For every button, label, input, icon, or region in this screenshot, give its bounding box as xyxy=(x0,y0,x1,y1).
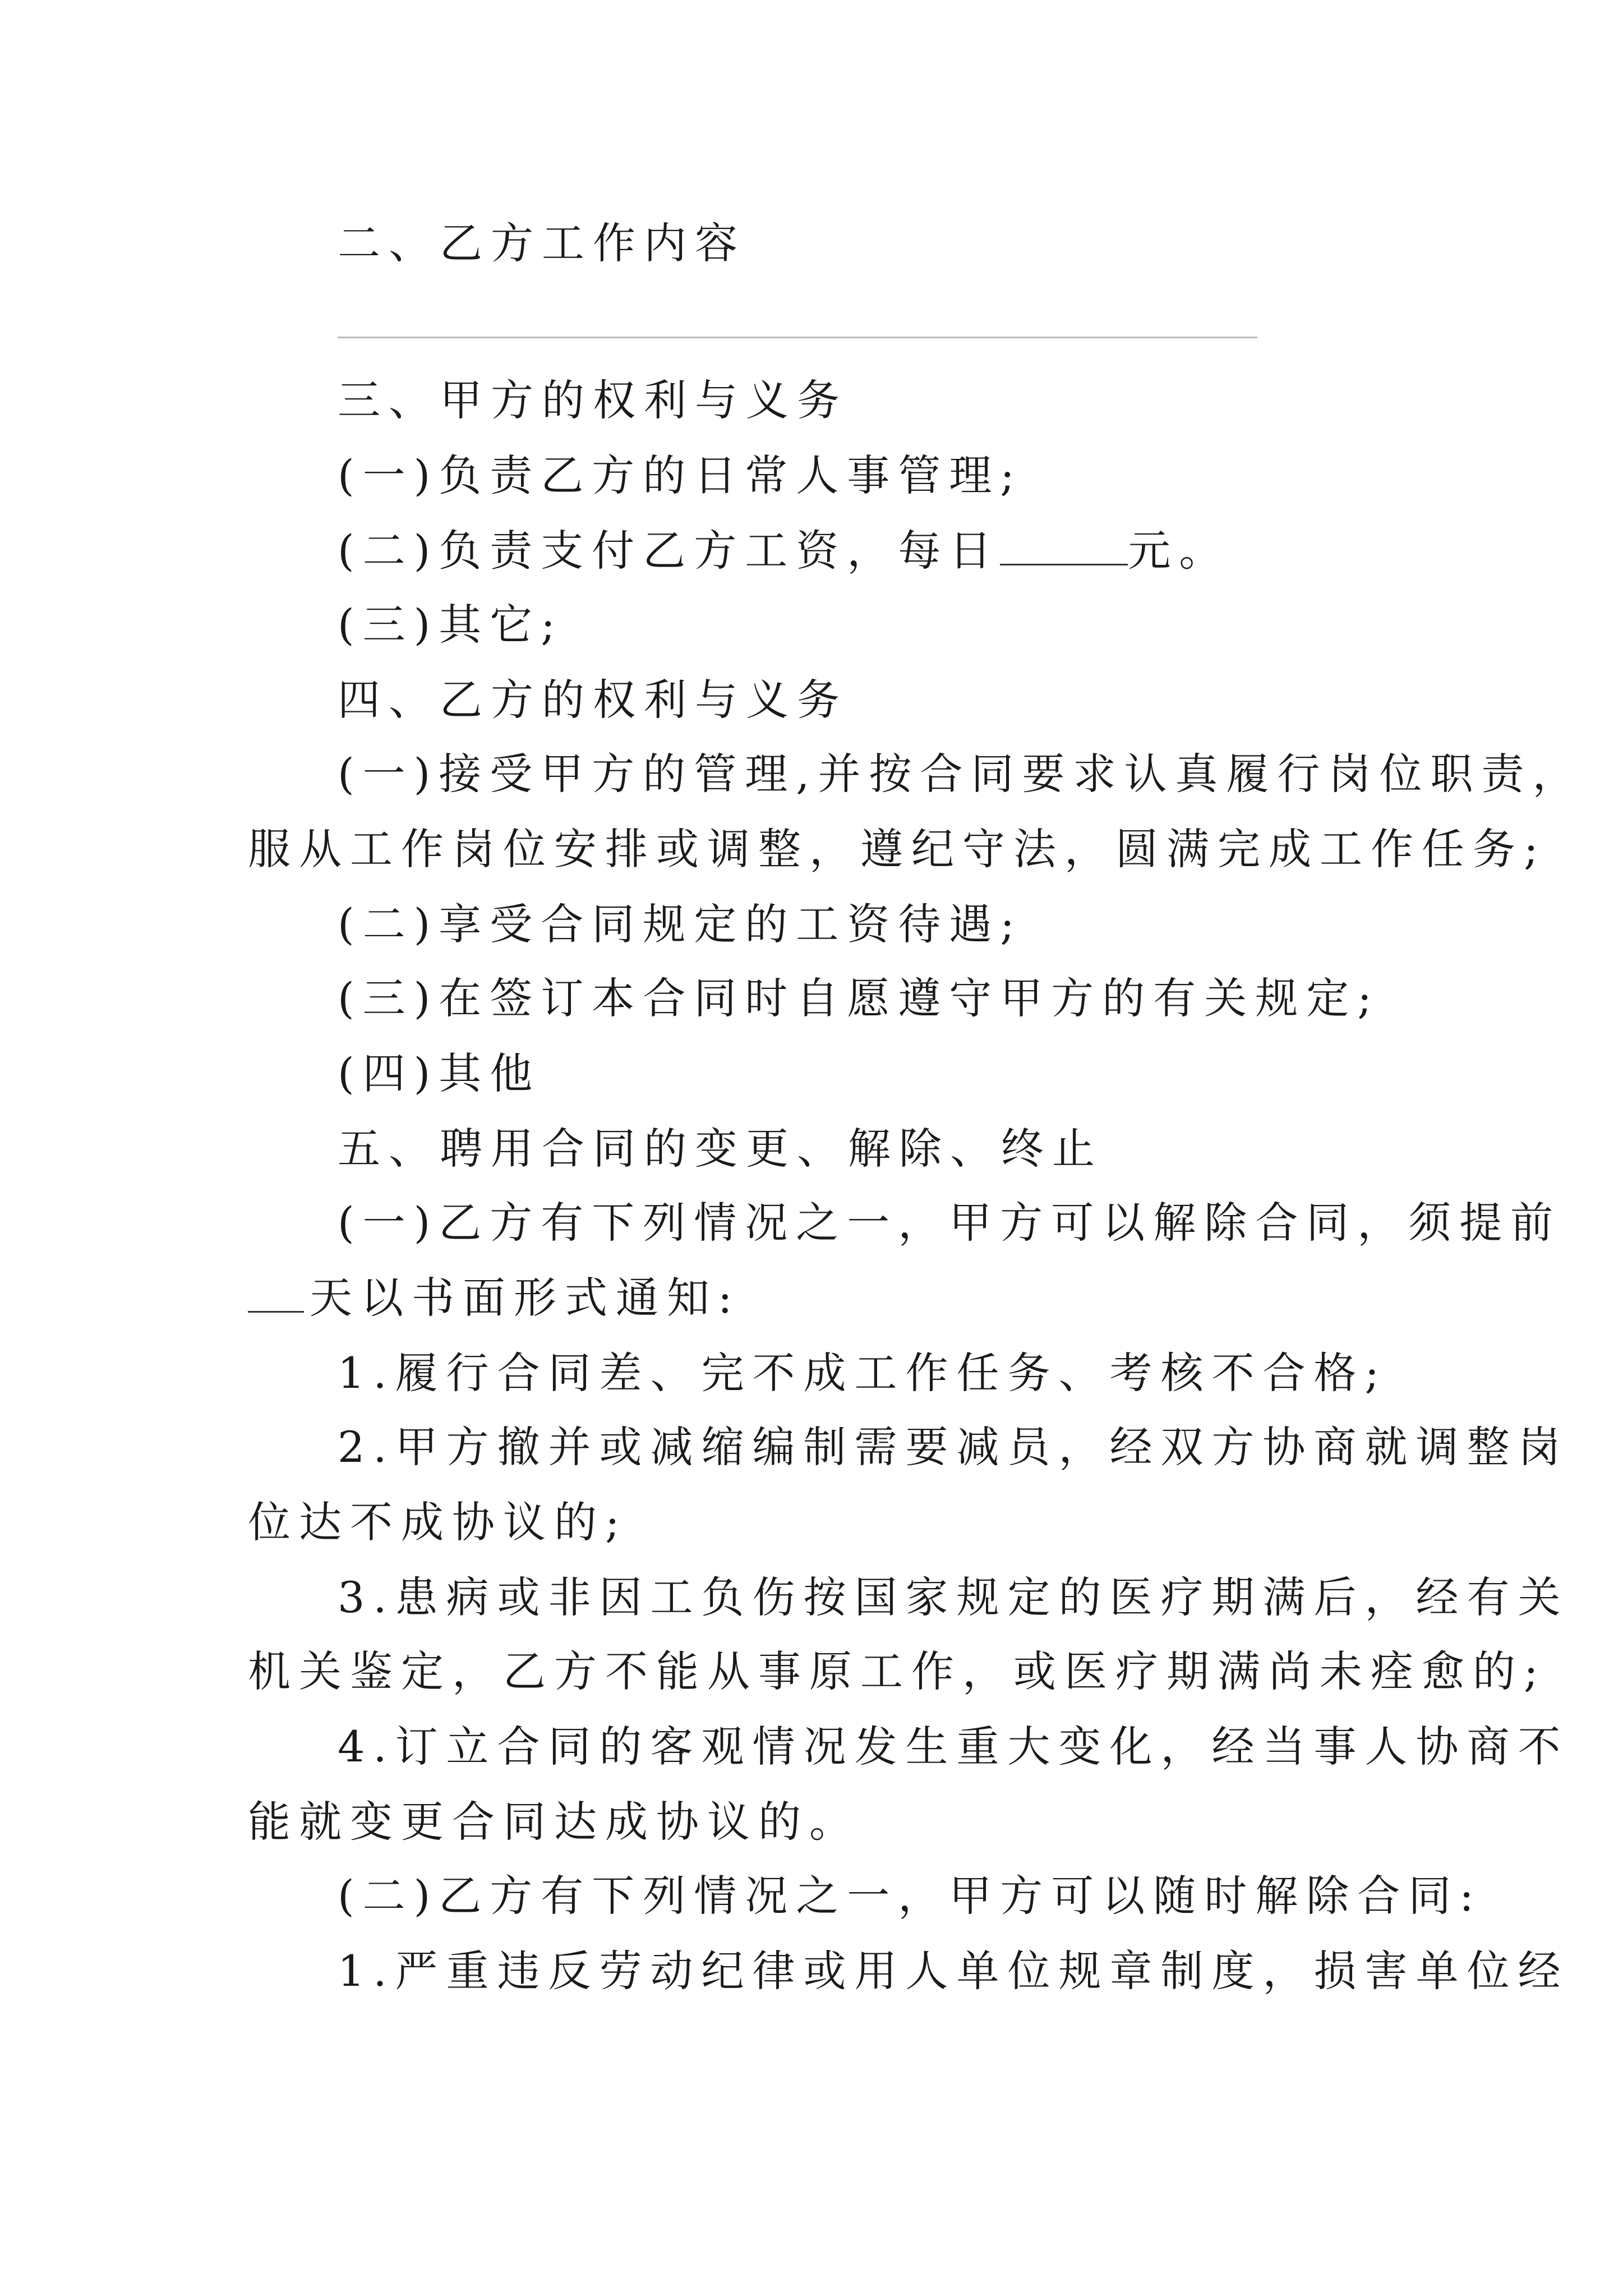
section-5-point-3-line-1: 3.患病或非因工负伤按国家规定的医疗期满后，经有关 xyxy=(338,1572,1569,1622)
section-4-heading: 四、乙方的权利与义务 xyxy=(338,675,848,725)
section-5-item-1-line-2 xyxy=(248,1270,741,1326)
section-2-heading: 二、乙方工作内容 xyxy=(338,218,746,268)
wage-blank xyxy=(1000,524,1128,565)
section-3-heading: 三、甲方的权利与义务 xyxy=(338,375,848,425)
section-5-point-2-line-2: 位达不成协议的; xyxy=(248,1497,628,1547)
section-5-point-1: 1.履行合同差、完不成工作任务、考核不合格; xyxy=(338,1348,1388,1398)
fill-in-line xyxy=(338,337,1257,338)
section-3-item-1: (一)负责乙方的日常人事管理; xyxy=(338,450,1023,500)
section-5-point-4-line-2: 能就变更合同达成协议的。 xyxy=(248,1797,860,1847)
section-4-item-1-line-1: (一)接受甲方的管理,并按合同要求认真履行岗位职责， xyxy=(338,749,1584,799)
section-4-item-3: (三)在签订本合同时自愿遵守甲方的有关规定; xyxy=(338,973,1380,1023)
section-5-item-2: (二)乙方有下列情况之一，甲方可以随时解除合同: xyxy=(338,1871,1482,1921)
section-4-item-4: (四)其他 xyxy=(338,1048,541,1098)
section-3-item-3: (三)其它; xyxy=(338,600,564,650)
section-3-item-2 xyxy=(338,523,1230,579)
section-5-item-2-point-1: 1.严重违反劳动纪律或用人单位规章制度，损害单位经 xyxy=(338,1946,1569,1996)
section-5-item-1-line-2-text: 天以书面形式通知: xyxy=(310,1273,741,1323)
days-blank xyxy=(248,1272,304,1313)
section-3-item-2-text: (二)负责支付乙方工资，每日 xyxy=(338,526,1000,576)
section-5-point-3-line-2: 机关鉴定，乙方不能从事原工作，或医疗期满尚未痊愈的; xyxy=(248,1646,1547,1696)
section-4-item-1-line-2: 服从工作岗位安排或调整，遵纪守法，圆满完成工作任务; xyxy=(248,824,1547,874)
section-4-item-2: (二)享受合同规定的工资待遇; xyxy=(338,899,1023,949)
section-5-heading: 五、聘用合同的变更、解除、终止 xyxy=(338,1124,1103,1174)
section-5-point-4-line-1: 4.订立合同的客观情况发生重大变化，经当事人协商不 xyxy=(338,1722,1569,1772)
section-5-item-1-line-1: (一)乙方有下列情况之一，甲方可以解除合同，须提前 xyxy=(338,1198,1562,1248)
section-5-point-2-line-1: 2.甲方撤并或减缩编制需要减员，经双方协商就调整岗 xyxy=(338,1422,1569,1472)
section-3-item-2-suffix: 元。 xyxy=(1128,526,1230,576)
